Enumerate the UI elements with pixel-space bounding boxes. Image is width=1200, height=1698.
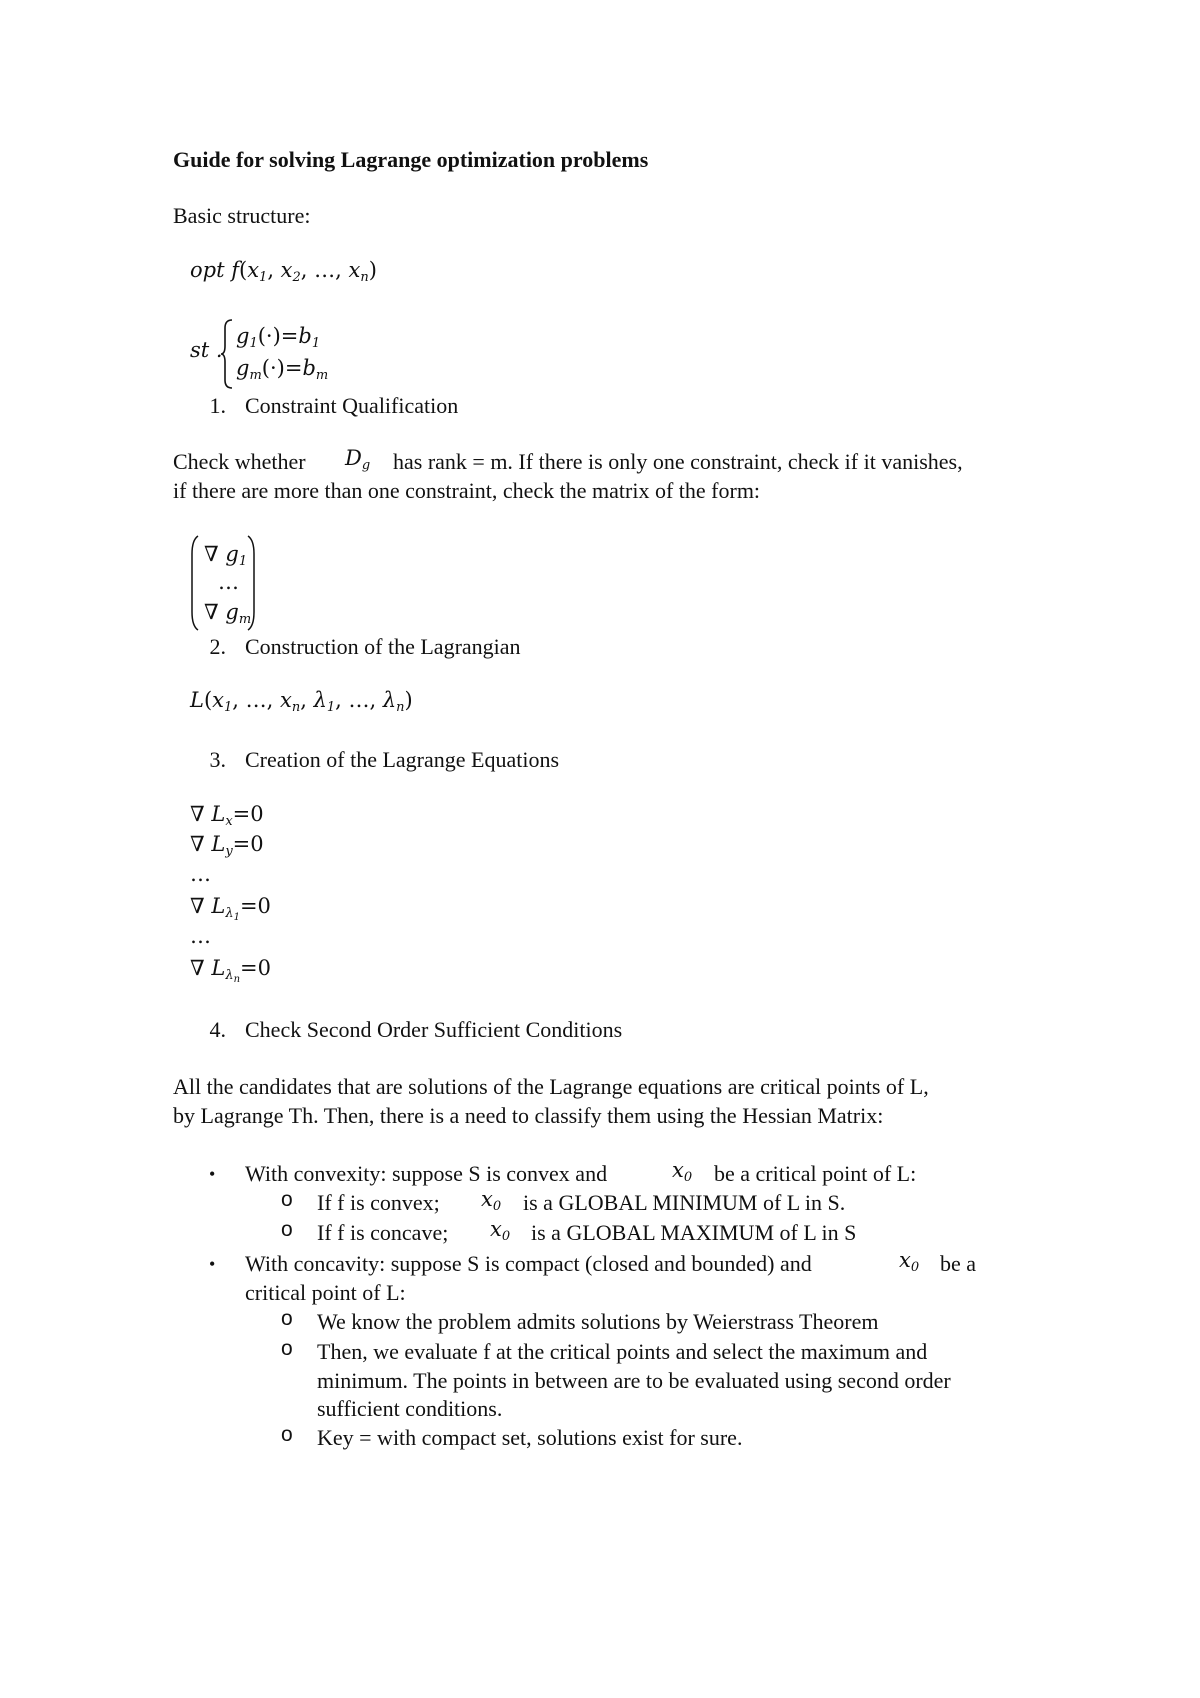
equation-grad-lx: ∇ $L_x=0$ [190, 802, 264, 829]
evaluate-item-line1: Then, we evaluate f at the critical points and select the maximum and [317, 1339, 928, 1364]
matrix-bracket-left [190, 534, 200, 632]
constraint-row-1: $g_1(\cdot)=b_1$ [236, 324, 321, 351]
cq-text-line2: if there are more than one constraint, check the matrix of the form: [173, 478, 761, 503]
equation-dots-2: … [190, 924, 211, 948]
sub-bullet-icon: o [281, 1218, 293, 1241]
evaluate-item-line3: sufficient conditions. [317, 1396, 503, 1421]
step-1-label: Constraint Qualification [245, 393, 459, 418]
convex-case-after: is a GLOBAL MINIMUM of L in S. [523, 1190, 846, 1215]
concave-case-after: is a GLOBAL MAXIMUM of L in S [531, 1220, 857, 1245]
convex-case-before: If f is convex; [317, 1190, 440, 1215]
soc-paragraph-line1: All the candidates that are solutions of the Lagrange equations are critical points of L, [173, 1074, 929, 1099]
concavity-text-before: With concavity: suppose S is compact (closed and bounded) and [245, 1251, 812, 1276]
cq-jacobian-symbol: $D_g$ [345, 446, 371, 473]
basic-structure-label: Basic structure: [173, 203, 311, 228]
step-3-label: Creation of the Lagrange Equations [245, 747, 560, 772]
concavity-text-after: be a [940, 1251, 977, 1276]
constraint-row-m: $g_m(\cdot)=b_m$ [236, 356, 329, 383]
objective-function: opt $f(x_1$, $x_2$, …, $x_n$) [190, 258, 377, 285]
matrix-row-grad-g1: ∇ $g_1$ [204, 542, 248, 569]
convexity-text-after: be a critical point of L: [714, 1161, 917, 1186]
concavity-text-line2: critical point of L: [245, 1280, 406, 1305]
sub-bullet-icon: o [281, 1337, 293, 1360]
bullet-icon: • [209, 1164, 216, 1184]
document-title: Guide for solving Lagrange optimization problems [173, 147, 649, 172]
concavity-x0: $x_0$ [899, 1248, 920, 1275]
step-2-number: 2. [209, 634, 226, 659]
soc-paragraph-line2: by Lagrange Th. Then, there is a need to classify them using the Hessian Matrix: [173, 1103, 884, 1128]
constraints-brace [220, 318, 234, 390]
equation-grad-l-lambda1: ∇ $L_{\lambda_1}=0$ [190, 894, 271, 923]
convex-case-x0: $x_0$ [481, 1187, 502, 1214]
equation-grad-ly: ∇ $L_y=0$ [190, 832, 264, 859]
cq-text-after: has rank = m. If there is only one constraint, check if it vanishes, [393, 449, 963, 474]
lagrangian-expression: $L(x_1$, …, $x_n$, $\lambda_1$, …, $\lambda_n$) [190, 688, 413, 715]
step-1-number: 1. [209, 393, 226, 418]
evaluate-item-line2: minimum. The points in between are to be evaluated using second order [317, 1368, 951, 1393]
sub-bullet-icon: o [281, 1307, 293, 1330]
convexity-text-before: With convexity: suppose S is convex and [245, 1161, 608, 1186]
step-4-number: 4. [209, 1017, 226, 1042]
sub-bullet-icon: o [281, 1188, 293, 1211]
concave-case-x0: $x_0$ [490, 1217, 511, 1244]
constraints-st-label: st . [190, 338, 223, 362]
convexity-x0: $x_0$ [672, 1158, 693, 1185]
equation-grad-l-lambdan: ∇ $L_{\lambda_n}=0$ [190, 956, 271, 985]
matrix-row-grad-gm: ∇ $g_m$ [204, 600, 252, 627]
concave-case-before: If f is concave; [317, 1220, 449, 1245]
equation-dots-1: … [190, 862, 211, 886]
weierstrass-item: We know the problem admits solutions by Weierstrass Theorem [317, 1309, 879, 1334]
cq-text-before: Check whether [173, 449, 306, 474]
key-item: Key = with compact set, solutions exist for sure. [317, 1425, 743, 1450]
step-2-label: Construction of the Lagrangian [245, 634, 521, 659]
matrix-row-dots: … [218, 570, 239, 594]
sub-bullet-icon: o [281, 1423, 293, 1446]
bullet-icon: • [209, 1254, 216, 1274]
step-4-label: Check Second Order Sufficient Conditions [245, 1017, 623, 1042]
step-3-number: 3. [209, 747, 226, 772]
